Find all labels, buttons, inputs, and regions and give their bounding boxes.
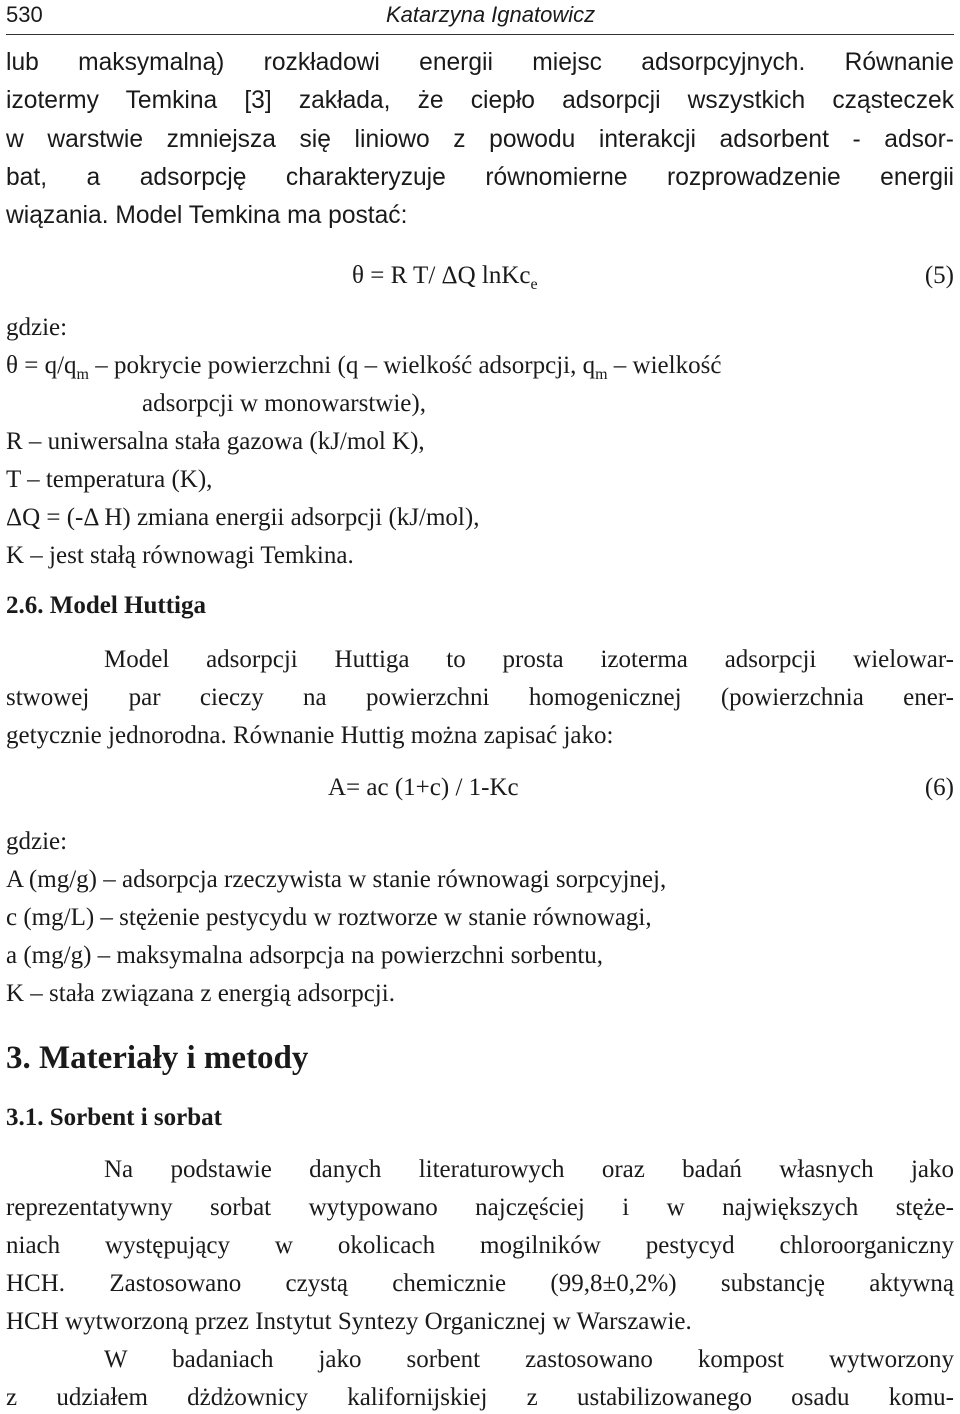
text-line: w warstwie zmniejsza się liniowo z powodu interakcji adsorbent - adsor- — [6, 125, 954, 153]
equation-5 — [352, 262, 538, 293]
equation-number: (5) — [924, 262, 954, 289]
equation-number: (6) — [924, 774, 954, 801]
definition-delta-q: ΔQ = (-Δ H) zmiana energii adsorpcji (kJ/mol), — [6, 504, 480, 531]
definition-theta — [6, 352, 722, 383]
definition-k: K – stała związana z energią adsorpcji. — [6, 980, 395, 1007]
where-label: gdzie: — [6, 828, 68, 855]
text-line — [6, 1346, 954, 1374]
text-line: z udziałem dżdżownicy kalifornijskiej z ustabilizowanego osadu komu- — [6, 1384, 954, 1411]
definition-r: R – uniwersalna stała gazowa (kJ/mol K), — [6, 428, 425, 455]
definition-text: – wielkość — [607, 352, 722, 379]
definition-a-max: a (mg/g) – maksymalna adsorpcja na powierzchni sorbentu, — [6, 942, 604, 969]
text-line: wiązania. Model Temkina ma postać: — [6, 202, 408, 230]
section-heading-2-6: 2.6. Model Huttiga — [6, 592, 206, 619]
section-heading-3: 3. Materiały i metody — [6, 1040, 309, 1076]
text-line-content: W badaniach jako sorbent zastosowano kompost wytworzony — [104, 1346, 954, 1373]
page-number: 530 — [6, 2, 43, 27]
where-label: gdzie: — [6, 314, 68, 341]
text-line: niach występujący w okolicach mogilników pestycyd chloroorganiczny — [6, 1232, 954, 1259]
text-line: izotermy Temkina [3] zakłada, że ciepło adsorpcji wszystkich cząsteczek — [6, 87, 954, 115]
text-line-content: Model adsorpcji Huttiga to prosta izoterma adsorpcji wielowar- — [104, 646, 954, 673]
text-line: bat, a adsorpcję charakteryzuje równomierne rozprowadzenie energii — [6, 163, 954, 191]
definition-a: A (mg/g) – adsorpcja rzeczywista w stanie równowagi sorpcyjnej, — [6, 866, 667, 893]
subscript: m — [76, 366, 89, 383]
definition-k: K – jest stałą równowagi Temkina. — [6, 542, 354, 569]
text-line: reprezentatywny sorbat wytypowano najczęściej i w największych stęże- — [6, 1194, 954, 1221]
text-line-content: Na podstawie danych literaturowych oraz badań własnych jako — [104, 1156, 954, 1183]
text-line — [6, 1156, 954, 1184]
running-header — [6, 0, 954, 35]
text-line: stwowej par cieczy na powierzchni homogenicznej (powierzchnia ener- — [6, 684, 954, 711]
definition-continuation: adsorpcji w monowarstwie), — [142, 390, 426, 417]
section-heading-3-1: 3.1. Sorbent i sorbat — [6, 1104, 222, 1131]
subscript: m — [595, 366, 608, 383]
definition-text: – pokrycie powierzchni (q – wielkość adsorpcji, q — [88, 352, 596, 379]
text-line: getycznie jednorodna. Równanie Huttig można zapisać jako: — [6, 722, 614, 749]
text-line: HCH wytworzoną przez Instytut Syntezy Organicznej w Warszawie. — [6, 1308, 692, 1335]
definition-c: c (mg/L) – stężenie pestycydu w roztworze w stanie równowagi, — [6, 904, 652, 931]
definition-t: T – temperatura (K), — [6, 466, 213, 493]
equation-subscript: e — [530, 276, 538, 293]
text-line — [6, 646, 954, 674]
running-author: Katarzyna Ignatowicz — [386, 2, 596, 27]
equation-formula: θ = R T/ ΔQ lnKc — [352, 262, 531, 289]
definition-text: θ = q/q — [6, 352, 77, 379]
equation-6: A= ac (1+c) / 1-Kc — [328, 774, 519, 801]
intro-paragraph — [6, 44, 954, 235]
text-line: HCH. Zastosowano czystą chemicznie (99,8±0,2%) substancję aktywną — [6, 1270, 954, 1297]
text-line: lub maksymalną) rozkładowi energii miejsc adsorpcyjnych. Równanie — [6, 49, 954, 76]
